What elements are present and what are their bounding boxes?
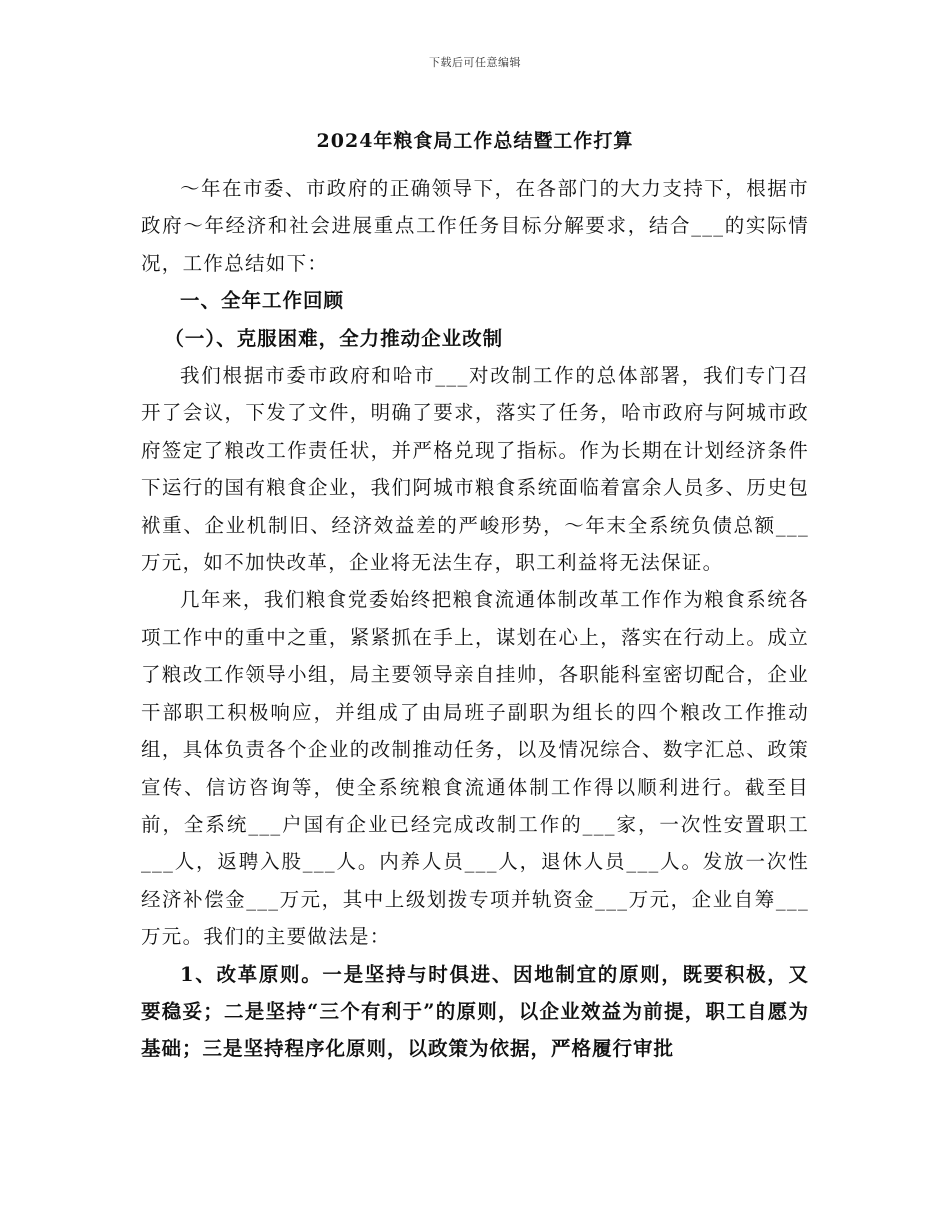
section-heading: 一、全年工作回顾 [180, 289, 345, 313]
document-title: 2024年粮食局工作总结暨工作打算 [316, 130, 634, 152]
body-paragraph-1: 我们根据市委市政府和哈市___对改制工作的总体部署，我们专门召开了会议，下发了文件，明确了要求，落实了任务，哈市政府与阿城市政府签定了粮改工作责任状，并严格兑现了指标。作为长期在计划经济条件下运行的国有粮食企业，我们阿城市粮食系统面临着富余人员多、历史包袱重、企业机制旧、经济效益差的严峻形势，～年末全系统负债总额___万元，如不加快改革，企业将无法生存，职工利益将无法保证。 [141, 364, 809, 575]
subsection-heading: （一）、克服困难，全力推动企业改制 [164, 326, 504, 350]
body-paragraph-3: 1、改革原则。一是坚持与时俱进、因地制宜的原则，既要积极，又要稳妥；二是坚持“三个有利于”的原则，以企业效益为前提，职工自愿为基础；三是坚持程序化原则，以政策为依据，严格履行审批 [141, 962, 809, 1061]
intro-paragraph: ～年在市委、市政府的正确领导下，在各部门的大力支持下，根据市政府～年经济和社会进展重点工作任务目标分解要求，结合___的实际情况，工作总结如下： [141, 177, 809, 275]
header-note: 下载后可任意编辑 [429, 56, 521, 69]
body-paragraph-2: 几年来，我们粮食党委始终把粮食流通体制改革工作作为粮食系统各项工作中的重中之重，紧紧抓在手上，谋划在心上，落实在行动上。成立了粮改工作领导小组，局主要领导亲自挂帅，各职能科室密切配合，企业干部职工积极响应，并组成了由局班子副职为组长的四个粮改工作推动组，具体负责各个企业的改制推动任务，以及情况综合、数字汇总、政策宣传、信访咨询等，使全系统粮食流通体制工作得以顺利进行。截至目前，全系统___户国有企业已经完成改制工作的___家，一次性安置职工___人，返聘入股___人。内养人员___人，退休人员___人。发放一次性经济补偿金___万元，其中上级划拨专项并轨资金___万元，企业自筹___万元。我们的主要做法是： [141, 588, 809, 949]
document-body [141, 170, 809, 1068]
